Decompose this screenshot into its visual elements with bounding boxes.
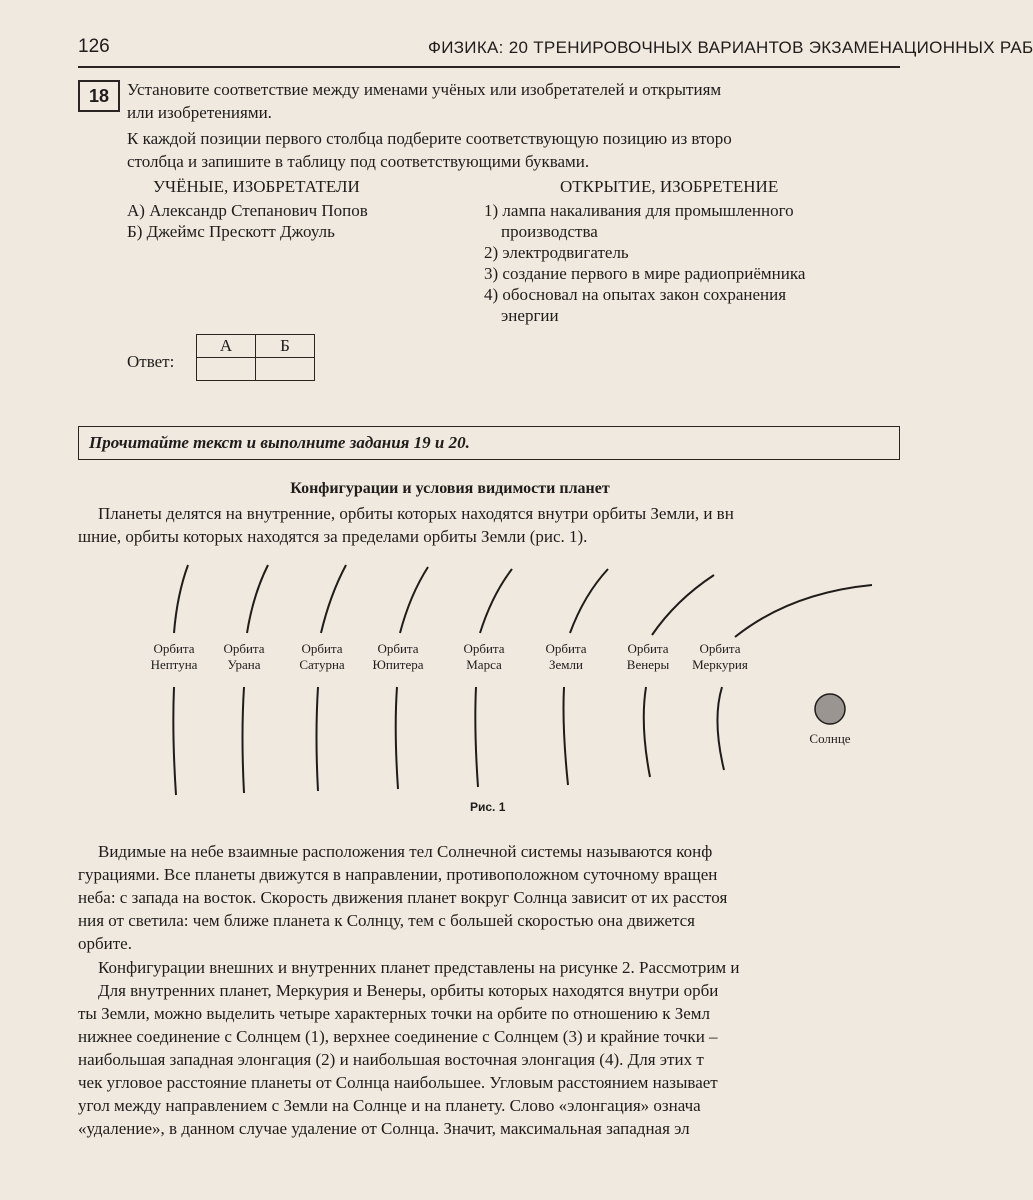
paragraph-line: ты Земли, можно выделить четыре характерных точки на орбите по отношению к Земл bbox=[78, 1004, 711, 1023]
mars-orbit-arc-top bbox=[480, 569, 512, 633]
scientist-item: А) Александр Степанович Попов bbox=[127, 201, 368, 220]
answer-table bbox=[196, 334, 315, 381]
earth-orbit-arc-bottom bbox=[564, 687, 569, 785]
paragraph-line: наибольшая западная элонгация (2) и наибольшая восточная элонгация (4). Для этих т bbox=[78, 1050, 704, 1069]
sun-label: Солнце bbox=[809, 731, 851, 746]
task-prompt-line: столбца и запишите в таблицу под соответствующими буквами. bbox=[127, 152, 590, 171]
uranus-orbit-arc-top bbox=[247, 565, 268, 633]
paragraph-line: орбите. bbox=[78, 934, 132, 953]
mercury-orbit-arc-bottom bbox=[717, 687, 724, 770]
paragraph-line: гурациями. Все планеты движутся в направлении, противоположном суточному вращен bbox=[78, 865, 718, 884]
task-prompt-line: или изобретениями. bbox=[127, 103, 272, 122]
column1-heading: УЧЁНЫЕ, ИЗОБРЕТАТЕЛИ bbox=[153, 177, 360, 196]
header-rule bbox=[78, 66, 900, 68]
mars-orbit-arc-bottom bbox=[475, 687, 478, 787]
section-title: Конфигурации и условия видимости планет bbox=[290, 480, 610, 497]
column2-heading: ОТКРЫТИЕ, ИЗОБРЕТЕНИЕ bbox=[560, 177, 779, 196]
task-prompt-line: К каждой позиции первого столбца подберите соответствующую позицию из второ bbox=[127, 129, 732, 148]
answer-cell-a[interactable] bbox=[197, 358, 256, 381]
task-number-box: 18 bbox=[78, 80, 120, 112]
orbit-label-saturn: Орбита Сатурна bbox=[299, 641, 345, 672]
intro-line: Планеты делятся на внутренние, орбиты которых находятся внутри орбиты Земли, и вн bbox=[98, 504, 734, 523]
orbit-label-mercury: Орбита Меркурия bbox=[692, 641, 748, 672]
paragraph-line: чек угловое расстояние планеты от Солнца наибольшее. Угловым расстоянием называет bbox=[78, 1073, 718, 1092]
saturn-orbit-arc-top bbox=[321, 565, 346, 633]
earth-orbit-arc-top bbox=[570, 569, 608, 633]
intro-line: шние, орбиты которых находятся за пределами орбиты Земли (рис. 1). bbox=[78, 527, 588, 546]
orbit-label-neptune: Орбита Нептуна bbox=[150, 641, 198, 672]
scientist-item: Б) Джеймс Прескотт Джоуль bbox=[127, 222, 335, 241]
venus-orbit-arc-bottom bbox=[644, 687, 650, 777]
orbit-label-mars: Орбита Марса bbox=[463, 641, 505, 672]
instruction-box: Прочитайте текст и выполните задания 19 и 20. bbox=[78, 426, 900, 460]
orbit-label-venus: Орбита Венеры bbox=[626, 641, 670, 672]
answer-header-a: А bbox=[197, 335, 256, 358]
paragraph-line: Конфигурации внешних и внутренних планет представлены на рисунке 2. Рассмотрим и bbox=[98, 958, 740, 977]
running-header: ФИЗИКА: 20 ТРЕНИРОВОЧНЫХ ВАРИАНТОВ ЭКЗАМЕНАЦИОННЫХ РАБ bbox=[428, 38, 1033, 57]
task-prompt-line: Установите соответствие между именами учёных или изобретателей и открытиям bbox=[127, 80, 722, 99]
paragraph-line: неба: с запада на восток. Скорость движения планет вокруг Солнца зависит от их расстоя bbox=[78, 888, 728, 907]
figure-caption: Рис. 1 bbox=[470, 800, 506, 814]
uranus-orbit-arc-bottom bbox=[243, 687, 245, 793]
orbit-label-uranus: Орбита Урана bbox=[223, 641, 265, 672]
discovery-item: 3) создание первого в мире радиоприёмника bbox=[484, 264, 806, 283]
paragraph-line: «удаление», в данном случае удаление от Солнца. Значит, максимальная западная эл bbox=[78, 1119, 690, 1138]
paragraph-line: нижнее соединение с Солнцем (1), верхнее соединение с Солнцем (3) и крайние точки – bbox=[78, 1027, 718, 1046]
discovery-item: 1) лампа накаливания для промышленного bbox=[484, 201, 794, 220]
page-number: 126 bbox=[78, 36, 110, 57]
paragraph-line: ния от светила: чем ближе планета к Солнцу, тем с большей скоростью она движется bbox=[78, 911, 695, 930]
orbit-label-jupiter: Орбита Юпитера bbox=[372, 641, 424, 672]
paragraph-line: Видимые на небе взаимные расположения тел Солнечной системы называются конф bbox=[98, 842, 713, 861]
orbits-figure bbox=[0, 555, 900, 825]
neptune-orbit-arc-top bbox=[174, 565, 188, 633]
discovery-item: 4) обосновал на опытах закон сохранения bbox=[484, 285, 787, 304]
venus-orbit-arc-top bbox=[652, 575, 714, 635]
jupiter-orbit-arc-bottom bbox=[396, 687, 398, 789]
answer-cell-b[interactable] bbox=[256, 358, 315, 381]
orbit-label-earth: Орбита Земли bbox=[545, 641, 587, 672]
answer-label: Ответ: bbox=[127, 352, 175, 371]
discovery-item: энергии bbox=[484, 306, 559, 325]
saturn-orbit-arc-bottom bbox=[317, 687, 319, 791]
mercury-orbit-arc-top bbox=[735, 585, 872, 637]
paragraph-line: Для внутренних планет, Меркурия и Венеры, орбиты которых находятся внутри орби bbox=[98, 981, 719, 1000]
discovery-item: 2) электродвигатель bbox=[484, 243, 629, 262]
answer-header-b: Б bbox=[256, 335, 315, 358]
jupiter-orbit-arc-top bbox=[400, 567, 428, 633]
neptune-orbit-arc-bottom bbox=[173, 687, 176, 795]
sun bbox=[815, 694, 845, 724]
discovery-item: производства bbox=[484, 222, 598, 241]
paragraph-line: угол между направлением с Земли на Солнце и на планету. Слово «элонгация» означа bbox=[78, 1096, 701, 1115]
